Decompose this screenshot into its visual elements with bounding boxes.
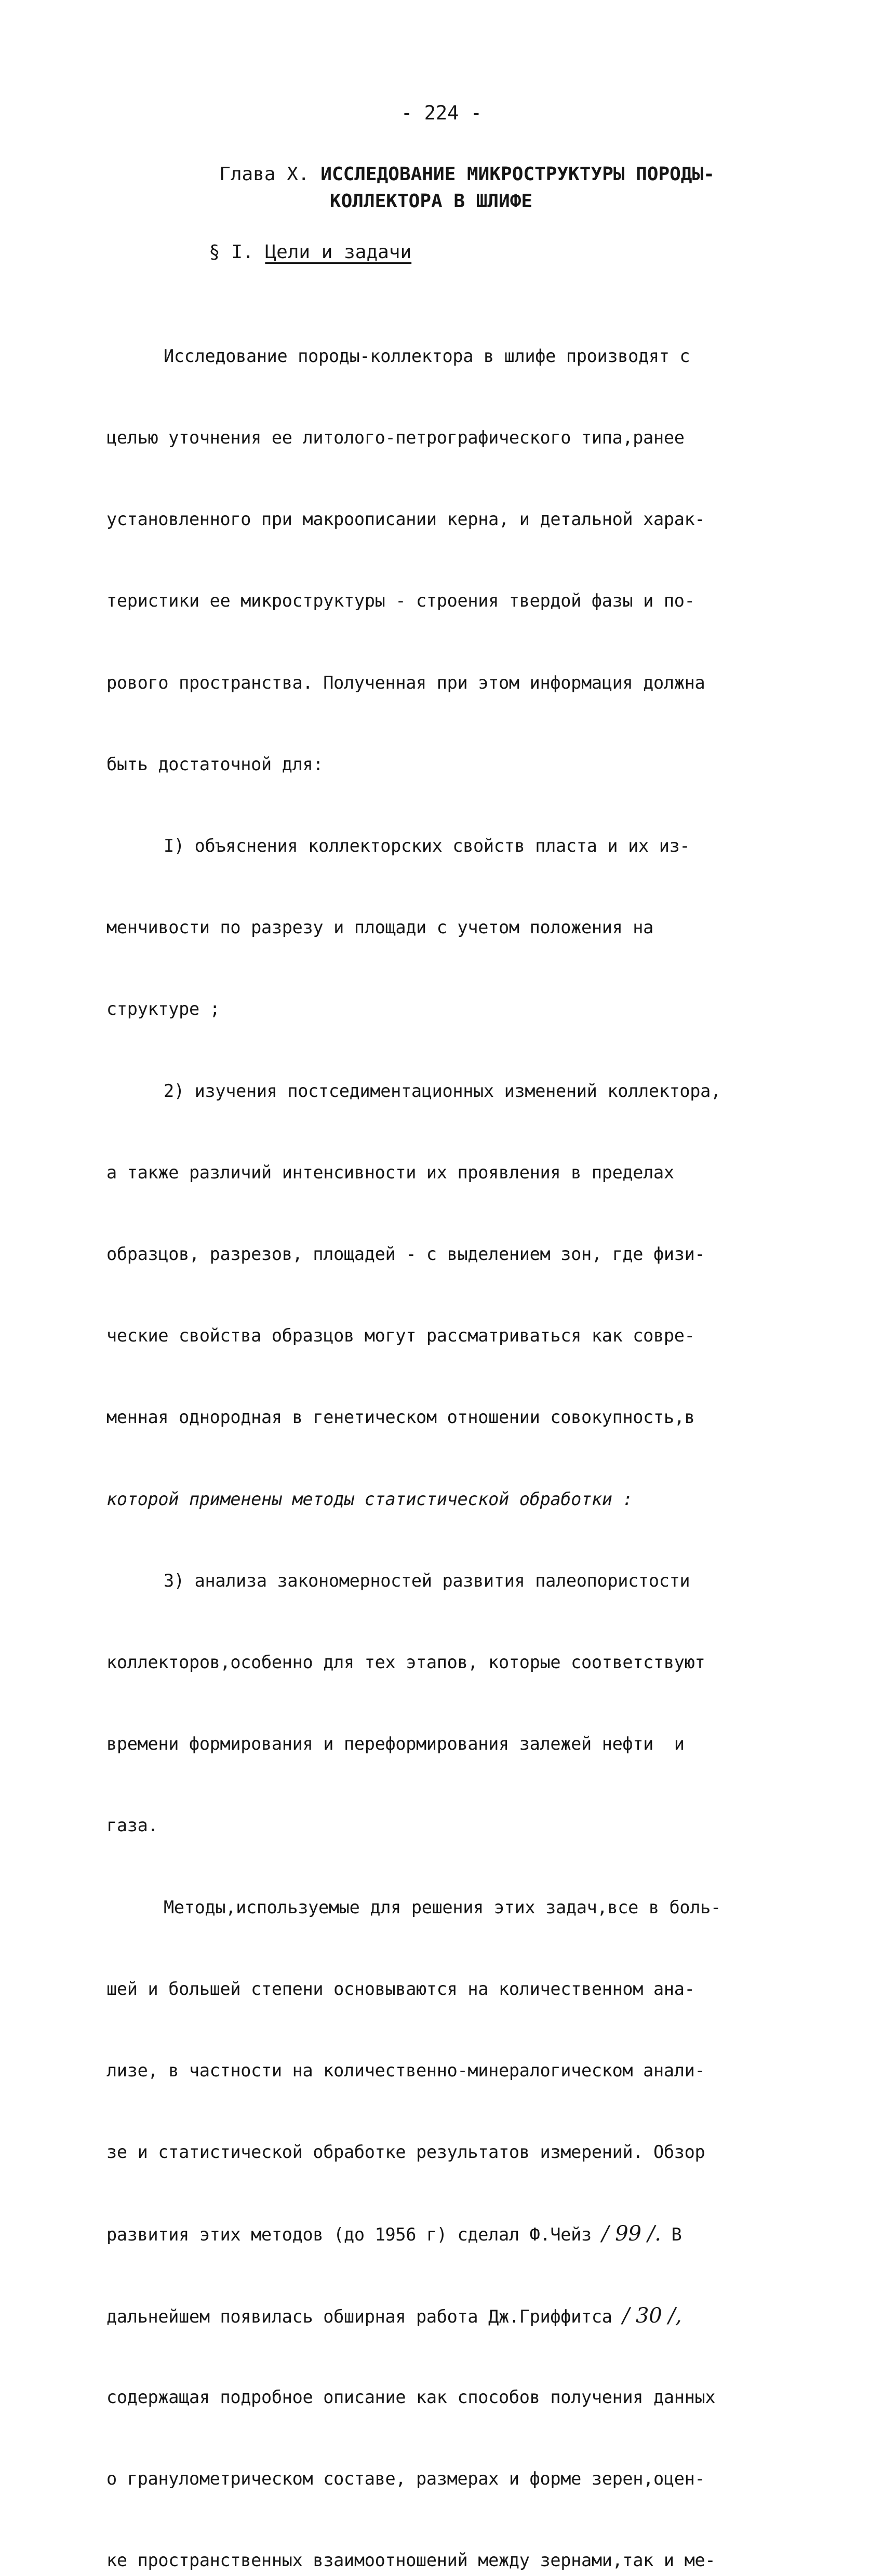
text-line: которой применены методы статистической обработки : <box>106 1488 633 1509</box>
text-line-tail: В <box>661 2224 682 2245</box>
text-line: времени формирования и переформирования залежей нефти и <box>106 1734 685 1754</box>
text-line: рового пространства. Полученная при этом информация должна <box>106 672 705 693</box>
chapter-label: Глава X. <box>219 164 310 185</box>
text-line-with-ref <box>106 2302 782 2329</box>
chapter-title-line-1 <box>51 161 883 188</box>
text-line: коллекторов,особенно для тех этапов, которые соответствуют <box>106 1652 705 1673</box>
text-line-content: развития этих методов (до 1956 г) сделал Ф.Чейз <box>106 2224 592 2245</box>
text-line: зе и статистической обработке результатов измерений. Обзор <box>106 2142 705 2163</box>
page-number: - 224 - <box>401 102 482 124</box>
text-line: ческие свойства образцов могут рассматриваться как совре- <box>106 1325 695 1346</box>
text-line: менчивости по разрезу и площади с учетом положения на <box>106 917 654 938</box>
text-line: ке пространственных взаимоотношений между зернами,так и ме- <box>106 2550 716 2571</box>
text-line-content: дальнейшем появилась обширная работа Дж.Гриффитса <box>106 2306 612 2327</box>
text-line: содержащая подробное описание как способов получения данных <box>106 2386 716 2407</box>
text-line-with-ref <box>106 2220 782 2247</box>
text-line: быть достаточной для: <box>106 754 324 774</box>
text-line: установленного при макроописании керна, и детальной харак- <box>106 509 705 530</box>
text-line: 2) изучения постседиментационных изменений коллектора, <box>164 1080 721 1101</box>
reference-griffiths: / 30 /, <box>622 2303 682 2328</box>
text-line: о гранулометрическом составе, размерах и форме зерен,оцен- <box>106 2468 705 2489</box>
body-text <box>106 288 782 2576</box>
text-line: 3) анализа закономерностей развития палеопористости <box>164 1570 690 1591</box>
text-line: Исследование породы-коллектора в шлифе производят с <box>164 345 690 366</box>
text-line: менная однородная в генетическом отношении совокупность,в <box>106 1407 695 1428</box>
text-line: структуре ; <box>106 999 220 1019</box>
text-line: теристики ее микроструктуры - строения твердой фазы и по- <box>106 591 695 611</box>
text-line: шей и большей степени основываются на количественном ана- <box>106 1978 695 1999</box>
chapter-title-text-1: ИССЛЕДОВАНИЕ МИКРОСТРУКТУРЫ ПОРОДЫ- <box>320 164 715 185</box>
text-line: а также различий интенсивности их проявления в пределах <box>106 1162 674 1183</box>
chapter-title-line-2: КОЛЛЕКТОРА В ШЛИФЕ <box>329 191 533 212</box>
section-heading <box>209 242 411 263</box>
text-line: газа. <box>106 1815 158 1836</box>
reference-chase: / 99 /. <box>601 2222 661 2246</box>
text-line: образцов, разрезов, площадей - с выделением зон, где физи- <box>106 1244 705 1265</box>
text-line: целью уточнения ее литолого-петрографического типа,ранее <box>106 427 685 448</box>
text-line: Методы,используемые для решения этих задач,все в боль- <box>164 1897 721 1917</box>
section-title: Цели и задачи <box>265 242 412 263</box>
section-number: § I. <box>209 242 254 263</box>
chapter-title <box>0 161 883 215</box>
text-line: лизе, в частности на количественно-минералогическом анали- <box>106 2060 705 2081</box>
text-line: I) объяснения коллекторских свойств пласта и их из- <box>164 836 690 856</box>
